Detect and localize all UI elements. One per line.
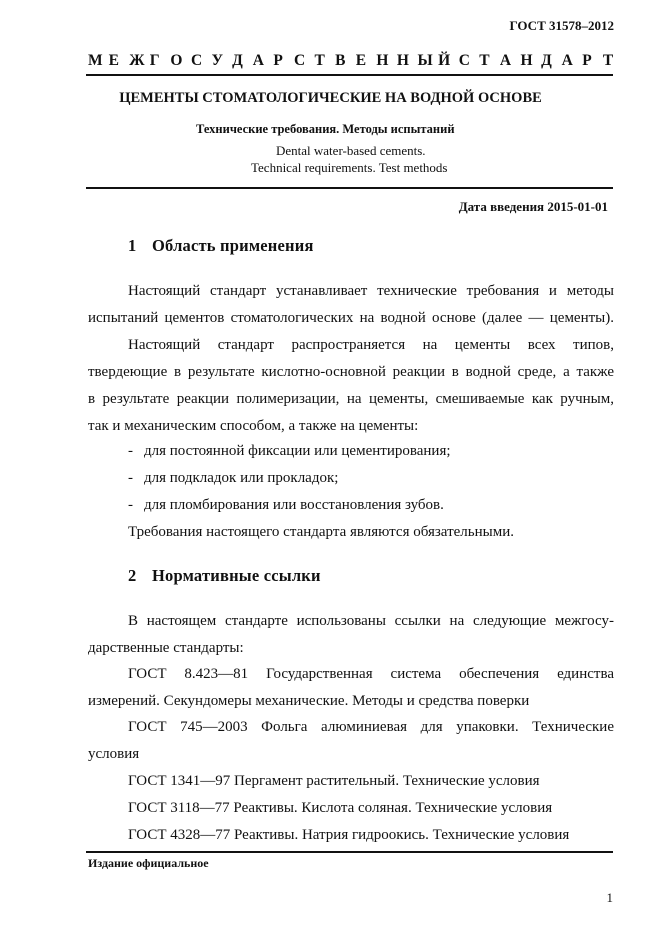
section-1-number: 1 [128, 236, 137, 255]
section-1-title: Область применения [152, 236, 314, 255]
s1-bullet-2: - для подкладок или прокладок; [128, 470, 339, 486]
s1-p2-line-2: твердеющие в результате кислотно-основной реакции в водной среде, а также [88, 364, 614, 380]
ref-1-line-1: ГОСТ 8.423—81 Государственная система обеспечения единства [128, 666, 614, 682]
ref-4: ГОСТ 3118—77 Реактивы. Кислота соляная. Технические условия [128, 800, 553, 816]
s1-p2-line-4: так и механическим способом, а также на цементы: [88, 418, 419, 434]
interstate-word-1: М Е Ж Г О С У Д А Р С Т В Е Н Н Ы Й [88, 52, 451, 69]
document-title: ЦЕМЕНТЫ СТОМАТОЛОГИЧЕСКИЕ НА ВОДНОЙ ОСНОВЕ [119, 90, 542, 106]
page-number: 1 [606, 890, 613, 905]
ref-2-line-2: условия [88, 746, 140, 762]
s1-bullet-1-text: для постоянной фиксации или цементирования; [144, 443, 451, 459]
header-rule [86, 74, 613, 76]
section-1-heading [128, 236, 314, 256]
section-2-number: 2 [128, 566, 137, 585]
ref-1-line-2: измерений. Секундомеры механические. Методы и средства поверки [88, 693, 530, 709]
s1-p1-line-1: Настоящий стандарт устанавливает технические требования и методы [128, 283, 614, 299]
s1-p1-line-2: испытаний цементов стоматологических на водной основе (далее — цементы). [88, 310, 614, 326]
subtitle-en-line-2: Technical requirements. Test methods [251, 160, 448, 175]
document-code: ГОСТ 31578–2012 [509, 18, 614, 33]
intro-date: Дата введения 2015-01-01 [458, 199, 608, 214]
s2-p1-line-2: дарственные стандарты: [88, 640, 244, 656]
s1-p2-line-1: Настоящий стандарт распространяется на цементы всех типов, [128, 337, 614, 353]
footer-rule [86, 851, 613, 853]
subtitle-ru: Технические требования. Методы испытаний [196, 122, 455, 136]
section-2-heading [128, 566, 321, 586]
official-edition-label: Издание официальное [88, 856, 209, 870]
ref-5: ГОСТ 4328—77 Реактивы. Натрия гидроокись. Технические условия [128, 827, 570, 843]
interstate-word-2: С Т А Н Д А Р Т [458, 52, 614, 69]
ref-3: ГОСТ 1341—97 Пергамент растительный. Технические условия [128, 773, 540, 789]
section-2-title: Нормативные ссылки [152, 566, 321, 585]
s1-bullet-1: - для постоянной фиксации или цементирования; [128, 443, 451, 459]
s1-p2-line-3: в результате реакции полимеризации, на цементы, смешиваемые как ручным, [88, 391, 614, 407]
s1-bullet-2-text: для подкладок или прокладок; [144, 470, 339, 486]
ref-2-line-1: ГОСТ 745—2003 Фольга алюминиевая для упаковки. Технические [128, 719, 614, 735]
s2-p1-line-1: В настоящем стандарте использованы ссылки на следующие межгосу- [128, 613, 614, 629]
s1-bullet-3: - для пломбирования или восстановления зубов. [128, 497, 444, 513]
s1-p3: Требования настоящего стандарта являются обязательными. [128, 524, 514, 540]
title-rule [86, 187, 613, 189]
interstate-standard-heading [88, 52, 613, 70]
s1-bullet-3-text: для пломбирования или восстановления зубов. [144, 497, 444, 513]
subtitle-en-line-1: Dental water-based cements. [276, 143, 426, 158]
